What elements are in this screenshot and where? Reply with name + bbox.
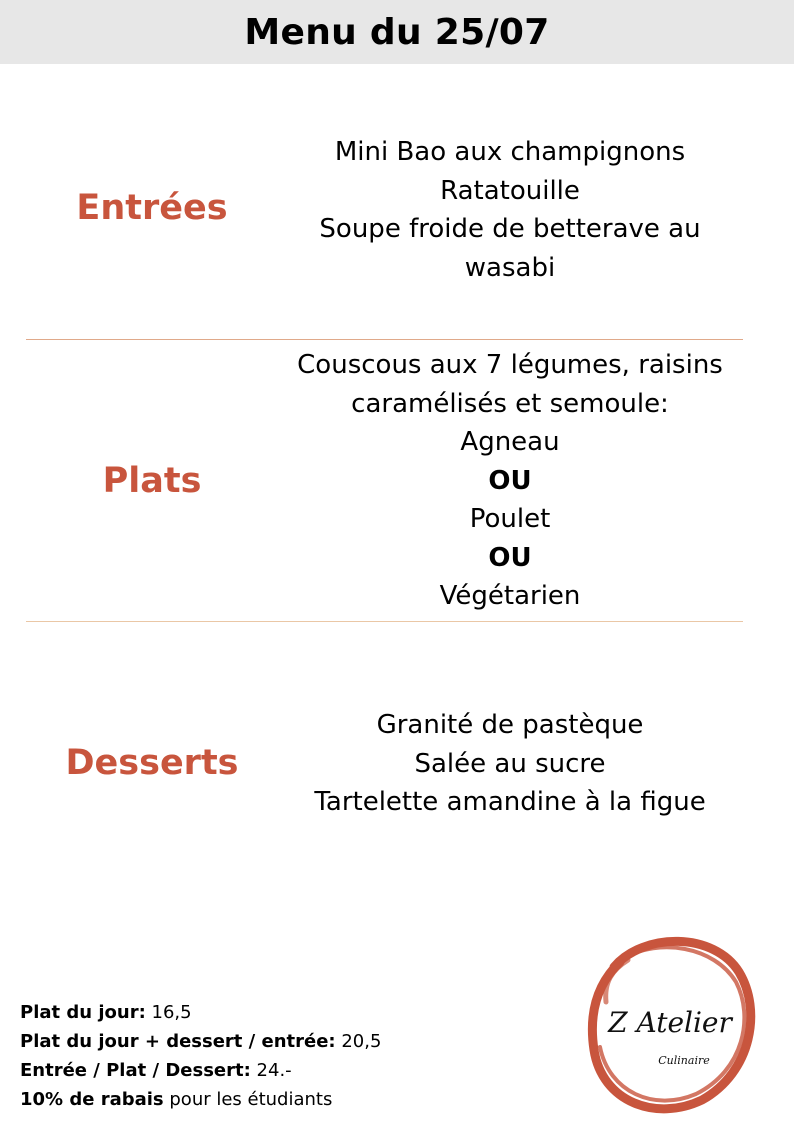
list-item: Granité de pastèque [376,710,644,740]
section-title-plats: Plats [102,461,202,501]
section-divider [26,621,743,622]
price-line: Plat du jour + dessert / entrée: 20,5 [20,1031,382,1052]
list-item: OU [488,542,532,573]
list-item: Tartelette amandine à la figue [314,787,706,817]
list-item: Poulet [469,504,551,534]
section-divider [26,339,743,340]
price-line: Plat du jour: 16,5 [20,1002,192,1023]
price-line: Entrée / Plat / Dessert: 24.- [20,1060,292,1081]
menu-title: Menu du 25/07 [244,11,550,53]
logo-name: Z Atelier [608,1006,732,1039]
list-item: Ratatouille [440,175,580,206]
list-item: OU [488,465,532,496]
list-item: Soupe froide de betterave au [319,214,701,244]
desserts-list [260,706,760,822]
z-atelier-logo [584,922,756,1117]
menu-header [0,0,794,64]
section-title-entrees: Entrées [76,188,228,228]
list-item: Salée au sucre [414,748,606,779]
section-title-desserts: Desserts [65,743,239,783]
list-item: Mini Bao aux champignons [334,137,686,167]
logo-tagline: Culinaire [658,1054,710,1067]
list-item: Agneau [460,427,560,457]
list-item: wasabi [464,252,556,283]
plats-list [260,346,760,616]
list-item: caramélisés et semoule: [351,388,669,419]
pricing-info [20,998,381,1114]
entrees-list [260,133,760,287]
list-item: Végétarien [439,581,581,611]
list-item: Couscous aux 7 légumes, raisins [297,350,723,380]
discount-line: 10% de rabais pour les étudiants [20,1089,333,1110]
